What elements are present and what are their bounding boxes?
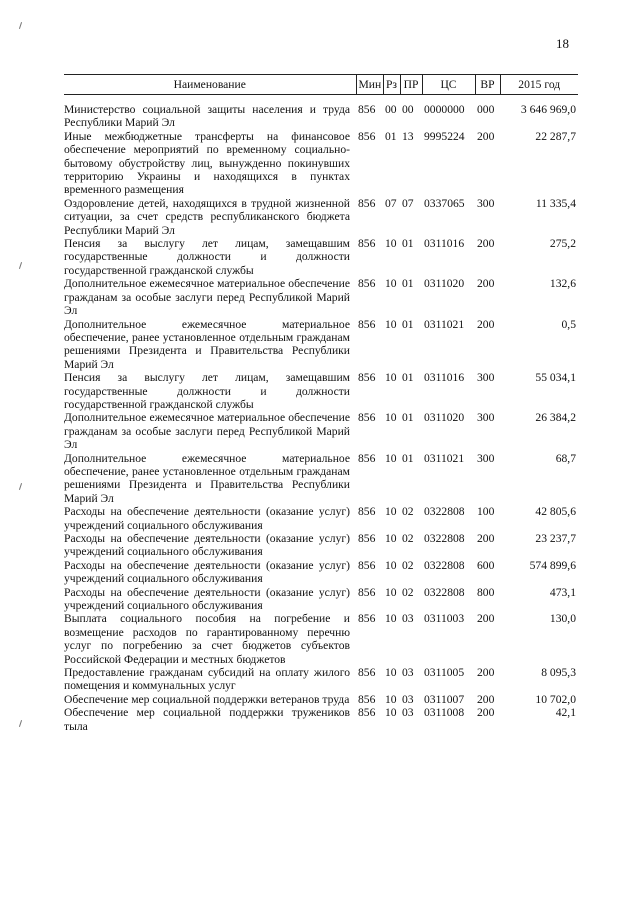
- row-cs: 0311005: [424, 666, 465, 680]
- row-vr: 100: [477, 505, 495, 519]
- row-amount: 22 287,7: [535, 129, 576, 143]
- row-amount: 130,0: [549, 612, 576, 626]
- row-amount: 0,5: [561, 317, 576, 331]
- row-pr: 01: [402, 277, 414, 291]
- row-amount: 3 646 969,0: [520, 103, 576, 116]
- row-amount: 23 237,7: [535, 532, 576, 545]
- row-cs: 0311016: [424, 237, 465, 251]
- row-rz: 10: [385, 411, 397, 425]
- row-amount: 42,1: [555, 706, 576, 720]
- table-row: [64, 95, 578, 130]
- row-name: Дополнительное ежемесячное материальное обеспечение, ранее установленное отдельным гражданам решениями Президента и Правительства Республики Марий Эл: [64, 451, 350, 505]
- table-row: [64, 452, 578, 506]
- row-min: 856: [358, 585, 376, 599]
- row-vr: 300: [477, 371, 495, 385]
- row-vr: 300: [477, 411, 495, 425]
- row-rz: 01: [385, 129, 397, 143]
- row-pr: 01: [402, 237, 414, 251]
- row-amount: 473,1: [549, 585, 576, 599]
- row-rz: 10: [385, 277, 397, 291]
- row-cs: 0337065: [424, 196, 465, 210]
- row-pr: 01: [402, 317, 414, 331]
- row-name: Расходы на обеспечение деятельности (оказание услуг) учреждений социального обслуживания: [64, 585, 350, 613]
- table-row: [64, 559, 578, 586]
- row-cs: 0311007: [424, 692, 465, 706]
- row-name: Расходы на обеспечение деятельности (оказание услуг) учреждений социального обслуживания: [64, 505, 350, 532]
- row-rz: 10: [385, 666, 397, 680]
- row-cs: 9995224: [424, 129, 465, 143]
- row-name: Предоставление гражданам субсидий на оплату жилого помещения и коммунальных услуг: [64, 666, 350, 693]
- table-row: [64, 612, 578, 666]
- table-row: [64, 532, 578, 559]
- row-rz: 10: [385, 585, 397, 599]
- row-rz: 10: [385, 371, 397, 385]
- row-cs: 0322808: [424, 532, 465, 545]
- scan-mark: [19, 262, 22, 269]
- row-pr: 07: [402, 196, 414, 210]
- row-pr: 01: [402, 371, 414, 385]
- row-min: 856: [358, 692, 376, 706]
- row-pr: 00: [402, 103, 414, 116]
- header-pr: ПР: [400, 75, 422, 95]
- budget-table: [64, 74, 578, 733]
- table-body: [64, 95, 578, 734]
- row-rz: 10: [385, 612, 397, 626]
- row-cs: 0311008: [424, 706, 465, 720]
- row-name: Дополнительное ежемесячное материальное обеспечение гражданам за особые заслуги перед Республикой Марий Эл: [64, 277, 350, 318]
- table-row: [64, 706, 578, 733]
- row-vr: 200: [477, 612, 495, 626]
- row-cs: 0311021: [424, 317, 465, 331]
- row-rz: 10: [385, 237, 397, 251]
- table-row: [64, 586, 578, 613]
- header-name: Наименование: [64, 75, 356, 95]
- row-min: 856: [358, 532, 376, 545]
- row-amount: 42 805,6: [535, 505, 576, 519]
- row-vr: 800: [477, 585, 495, 599]
- row-vr: 200: [477, 666, 495, 680]
- row-name: Выплата социального пособия на погребение и возмещение расходов по гарантированному перечню услуг по погребению за счет бюджетов субъектов Российской Федерации и местных бюджетов: [64, 612, 350, 666]
- row-amount: 55 034,1: [535, 371, 576, 385]
- scan-mark: [19, 483, 22, 490]
- row-name: Министерство социальной защиты населения и труда Республики Марий Эл: [64, 103, 350, 130]
- row-name: Обеспечение мер социальной поддержки тружеников тыла: [64, 706, 350, 733]
- row-rz: 10: [385, 317, 397, 331]
- row-min: 856: [358, 277, 376, 291]
- row-cs: 0322808: [424, 558, 465, 572]
- row-vr: 200: [477, 532, 495, 545]
- row-min: 856: [358, 451, 376, 465]
- header-year: 2015 год: [500, 75, 578, 95]
- row-min: 856: [358, 237, 376, 251]
- header-min: Мин: [356, 75, 383, 95]
- row-name: Иные межбюджетные трансферты на финансовое обеспечение мероприятий по временному социально-бытовому обустройству лиц, вынужденно покинувших территорию Украины и находящихся в пунктах временного размещения: [64, 129, 350, 197]
- table-row: [64, 130, 578, 197]
- header-rz: Рз: [383, 75, 400, 95]
- row-name: Дополнительное ежемесячное материальное обеспечение гражданам за особые заслуги перед Республикой Марий Эл: [64, 411, 350, 452]
- row-name: Дополнительное ежемесячное материальное обеспечение, ранее установленное отдельным гражданам решениями Президента и Правительства Республики Марий Эл: [64, 317, 350, 371]
- row-vr: 000: [477, 103, 495, 116]
- row-vr: 300: [477, 196, 495, 210]
- row-name: Расходы на обеспечение деятельности (оказание услуг) учреждений социального обслуживания: [64, 532, 350, 559]
- table-row: [64, 277, 578, 317]
- table-row: [64, 693, 578, 706]
- row-min: 856: [358, 505, 376, 519]
- row-pr: 03: [402, 612, 414, 626]
- row-rz: 10: [385, 558, 397, 572]
- row-pr: 03: [402, 706, 414, 720]
- row-pr: 01: [402, 411, 414, 425]
- row-cs: 0322808: [424, 585, 465, 599]
- row-min: 856: [358, 612, 376, 626]
- row-pr: 13: [402, 129, 414, 143]
- row-amount: 132,6: [549, 277, 576, 291]
- table-row: [64, 411, 578, 451]
- row-vr: 600: [477, 558, 495, 572]
- row-cs: 0311016: [424, 371, 465, 385]
- table-row: [64, 197, 578, 237]
- row-cs: 0311021: [424, 451, 465, 465]
- table-header: [64, 75, 578, 95]
- row-cs: 0322808: [424, 505, 465, 519]
- row-amount: 26 384,2: [535, 411, 576, 425]
- table-row: [64, 666, 578, 693]
- row-min: 856: [358, 317, 376, 331]
- row-amount: 11 335,4: [535, 196, 576, 210]
- row-pr: 02: [402, 505, 414, 519]
- row-name: Обеспечение мер социальной поддержки ветеранов труда: [64, 692, 350, 706]
- row-cs: 0311020: [424, 277, 465, 291]
- row-pr: 02: [402, 558, 414, 572]
- row-min: 856: [358, 129, 376, 143]
- row-cs: 0000000: [424, 103, 465, 116]
- table-row: [64, 318, 578, 372]
- row-rz: 10: [385, 692, 397, 706]
- row-name: Расходы на обеспечение деятельности (оказание услуг) учреждений социального обслуживания: [64, 558, 350, 586]
- page-number: 18: [556, 36, 569, 51]
- row-name: Пенсия за выслугу лет лицам, замещавшим государственные должности и должности государственной гражданской службы: [64, 237, 350, 277]
- table-row: [64, 505, 578, 532]
- row-rz: 10: [385, 532, 397, 545]
- row-vr: 200: [477, 706, 495, 720]
- scan-mark: [19, 22, 22, 29]
- row-rz: 07: [385, 196, 397, 210]
- row-vr: 200: [477, 129, 495, 143]
- row-name: Пенсия за выслугу лет лицам, замещавшим государственные должности и должности государственной гражданской службы: [64, 371, 350, 411]
- row-pr: 01: [402, 451, 414, 465]
- row-name: Оздоровление детей, находящихся в трудной жизненной ситуации, за счет средств республиканского бюджета Республики Марий Эл: [64, 196, 350, 237]
- row-vr: 200: [477, 317, 495, 331]
- row-amount: 574 899,6: [529, 558, 576, 572]
- row-pr: 02: [402, 585, 414, 599]
- row-cs: 0311003: [424, 612, 465, 626]
- row-rz: 10: [385, 505, 397, 519]
- row-pr: 02: [402, 532, 414, 545]
- row-min: 856: [358, 371, 376, 385]
- row-min: 856: [358, 558, 376, 572]
- row-vr: 200: [477, 692, 495, 706]
- row-amount: 8 095,3: [541, 666, 576, 680]
- row-min: 856: [358, 666, 376, 680]
- row-min: 856: [358, 196, 376, 210]
- row-amount: 10 702,0: [535, 692, 576, 706]
- header-vr: ВР: [475, 75, 500, 95]
- row-cs: 0311020: [424, 411, 465, 425]
- row-min: 856: [358, 103, 376, 116]
- row-pr: 03: [402, 666, 414, 680]
- table-row: [64, 237, 578, 277]
- header-cs: ЦС: [422, 75, 475, 95]
- table-row: [64, 371, 578, 411]
- scan-mark: [19, 720, 22, 727]
- row-rz: 10: [385, 706, 397, 720]
- row-rz: 10: [385, 451, 397, 465]
- row-amount: 275,2: [549, 237, 576, 251]
- row-pr: 03: [402, 692, 414, 706]
- row-min: 856: [358, 411, 376, 425]
- row-vr: 200: [477, 237, 495, 251]
- row-amount: 68,7: [555, 451, 576, 465]
- row-rz: 00: [385, 103, 397, 116]
- row-vr: 200: [477, 277, 495, 291]
- row-vr: 300: [477, 451, 495, 465]
- row-min: 856: [358, 706, 376, 720]
